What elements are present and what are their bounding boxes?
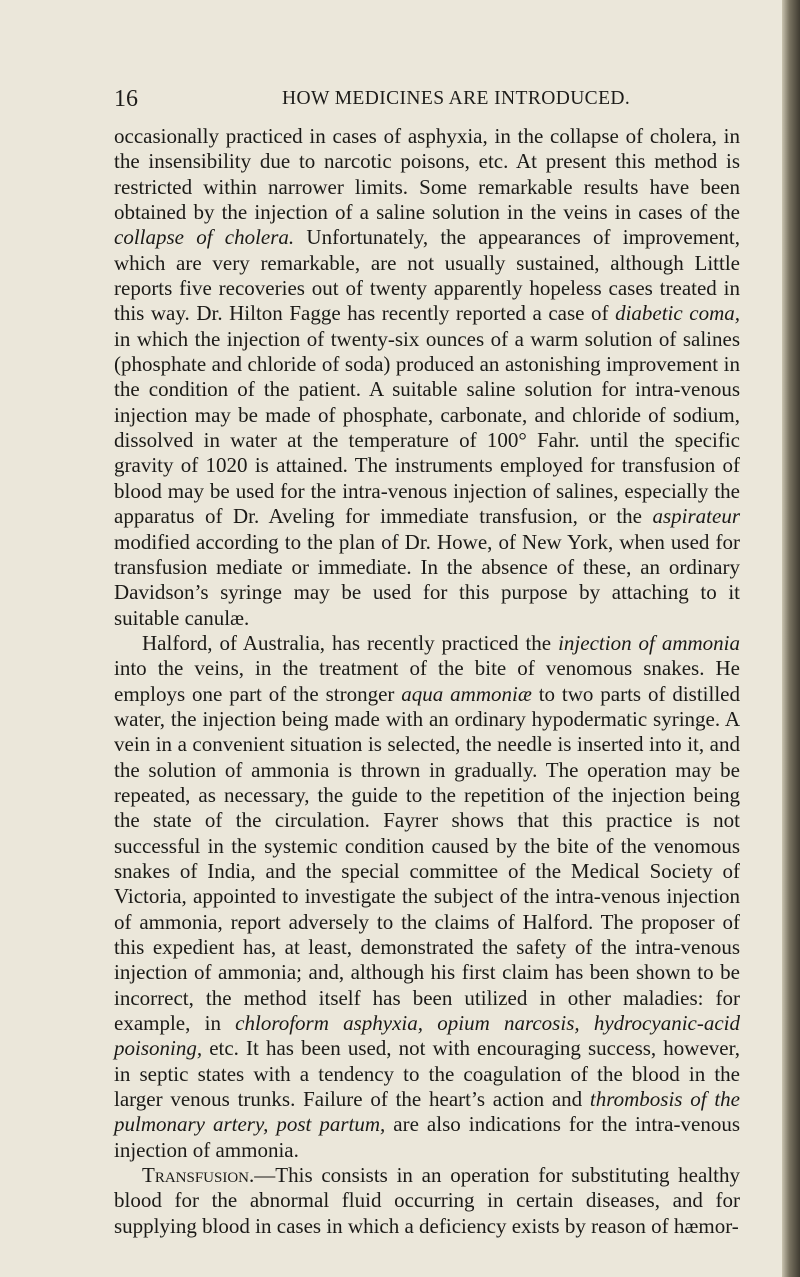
italic-run: chloroform asphyxia, opium narcosis, hydrocyanic-acid poisoning, bbox=[114, 1011, 740, 1061]
paragraph-transfusion bbox=[114, 1163, 740, 1239]
text-run: modified according to the plan of Dr. Howe, of New York, when used for transfusion mediate or immediate. In the absence of these, an ordinary Davidson’s syringe may be used for this purpose by attaching to it suitable canulæ. bbox=[114, 529, 740, 630]
book-spine-edge bbox=[782, 0, 800, 1277]
text-run: are also indications for the intra-venous injection of ammonia. bbox=[114, 1112, 740, 1162]
italic-run: aqua ammoniæ bbox=[401, 681, 532, 706]
text-run: in which the injection of twenty-six ounces of a warm solution of salines (phosphate and chloride of soda) produced an astonishing improvement in the condition of the patient. A suitable saline solution for intra-venous injection may be made of phosphate, carbonate, and chloride of sodium, dissolved in water at the temperature of 100° Fahr. until the specific gravity of 1020 is attained. The instruments employed for transfusion of blood may be used for the intra-venous injection of salines, especially the apparatus of Dr. Aveling for immediate transfusion, or the bbox=[114, 326, 740, 529]
text-run: Unfortunately, the appearances of improvement, which are very remarkable, are not usually sustained, although Little reports five recoveries out of twenty apparently hopeless cases treated in this way. Dr. Hilton Fagge has recently reported a case of bbox=[114, 225, 740, 326]
italic-run: diabetic coma, bbox=[615, 301, 740, 326]
italic-run: collapse of cholera. bbox=[114, 225, 295, 250]
text-run: to two parts of distilled water, the injection being made with an ordinary hypodermatic syringe. A vein in a convenient situation is selected, the needle is inserted into it, and the solution of ammonia is thrown in gradually. The operation may be repeated, as necessary, the guide to the repetition of the injection being the state of the circulation. Fayrer shows that this practice is not successful in the systemic condition caused by the bite of the venomous snakes of India, and the special committee of the Medical Society of Victoria, appointed to investigate the subject of the intra-venous injection of ammonia, report adversely to the claims of Halford. The proposer of this expedient has, at least, demonstrated the safety of the intra-venous injection of ammonia; and, although his first claim has been shown to be incorrect, the method itself has been utilized in other maladies: for example, in bbox=[114, 681, 740, 1036]
running-head: HOW MEDICINES ARE INTRODUCED. bbox=[282, 88, 631, 109]
text-run: into the veins, in the treatment of the bite of venomous snakes. He employs one part of the stronger bbox=[114, 656, 740, 706]
text-run: —This consists in an operation for substituting healthy blood for the abnormal fluid occurring in certain diseases, and for supplying blood in cases in which a deficiency exists by reason of hæmor- bbox=[114, 1163, 740, 1238]
italic-run: thrombosis of the pulmonary artery, post partum, bbox=[114, 1087, 740, 1137]
page-number: 16 bbox=[114, 86, 138, 112]
text-run: Halford, of Australia, has recently practiced the bbox=[142, 630, 559, 655]
text-run: etc. It has been used, not with encouraging success, however, in septic states with a tendency to the coagulation of the blood in the larger venous trunks. Failure of the heart’s action and bbox=[114, 1036, 740, 1112]
italic-run: injection of ammonia bbox=[558, 630, 741, 655]
section-heading-transfusion: Transfusion. bbox=[142, 1163, 255, 1188]
body-text bbox=[114, 124, 740, 1239]
page-header bbox=[114, 84, 754, 114]
paragraph-ammonia-injection bbox=[114, 631, 740, 1163]
paragraph-saline-injection bbox=[114, 124, 740, 631]
italic-run: aspirateur bbox=[652, 504, 740, 529]
text-run: occasionally practiced in cases of asphyxia, in the collapse of cholera, in the insensibility due to narcotic poisons, etc. At present this method is restricted within narrower limits. Some remarkable results have been obtained by the injection of a saline solution in the veins in cases of the bbox=[114, 124, 740, 225]
